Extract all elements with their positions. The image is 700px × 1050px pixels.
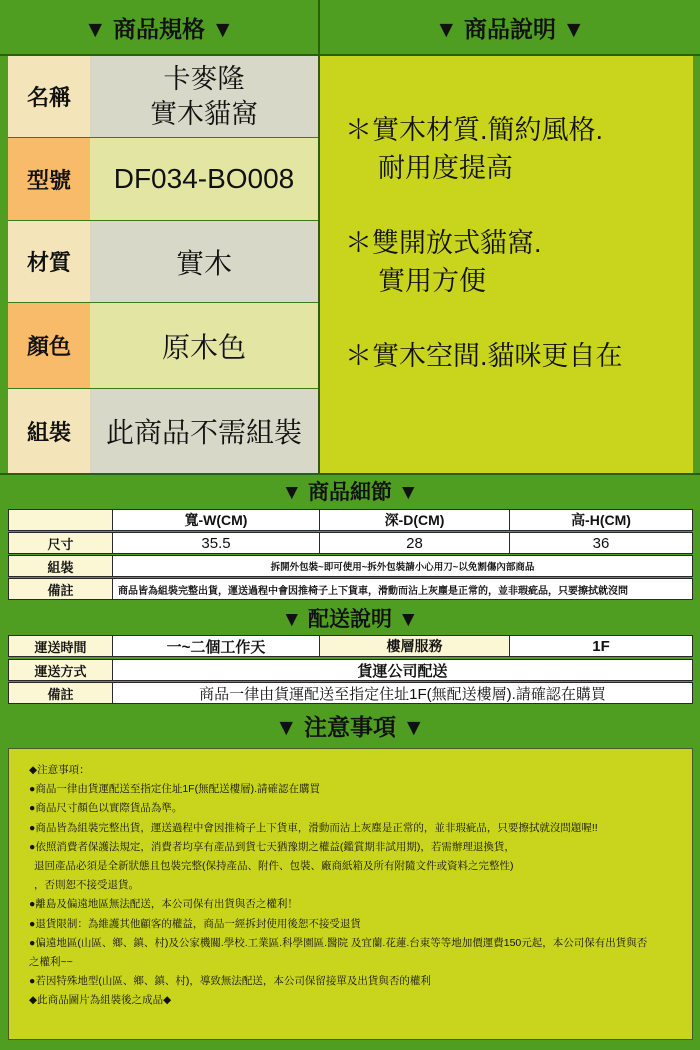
column-height: 高-H(CM) [510, 509, 693, 531]
remark-label: 備註 [8, 578, 113, 600]
description-line: ＊實木空間.貓咪更自在 [345, 341, 623, 371]
spec-row-name [8, 56, 318, 138]
remark-value: 商品皆為組裝完整出貨，運送過程中會因推椅子上下貨車，滑動而沾上灰塵是正常的，並非瑕疵品，只要擦拭就沒問 [113, 578, 693, 600]
description-item [345, 111, 683, 187]
details-assembly-row [8, 555, 693, 577]
description-title: ▼ 商品說明 ▼ [434, 15, 586, 42]
spec-value-model: DF034-BO008 [90, 138, 318, 220]
spec-value-line: 實木貓窩 [150, 98, 258, 129]
note-item: ●商品尺寸顏色以實際貨品為準。 [29, 802, 183, 815]
floor-service-label: 樓層服務 [320, 635, 510, 657]
spec-value-name [90, 56, 318, 137]
note-item: ●退貨限制：為維護其他顧客的權益，商品一經拆封使用後恕不接受退貨 [29, 917, 361, 930]
note-item: ●商品皆為組裝完整出貨，運送過程中會因推椅子上下貨車，滑動而沾上灰塵是正常的，並非瑕疵品，只要擦拭就沒問題喔!! [29, 821, 598, 834]
description-item [345, 224, 683, 300]
column-width: 寬-W(CM) [113, 509, 320, 531]
spec-label: 型號 [8, 138, 90, 220]
spec-header [0, 0, 318, 56]
delivery-remark-row [8, 682, 693, 704]
size-depth: 28 [320, 532, 510, 554]
spec-label: 材質 [8, 221, 90, 302]
note-continuation: 退回產品必須是全新狀態且包裝完整(保持產品、附件、包裝、廠商紙箱及所有附隨文件或資料之完整性) [34, 860, 514, 873]
description-line: 耐用度提高 [378, 153, 513, 183]
size-label: 尺寸 [8, 532, 113, 554]
description-line: 實用方便 [378, 266, 486, 296]
description-line: ＊雙開放式貓窩. [345, 228, 542, 258]
spec-value-material: 實木 [90, 221, 318, 302]
assembly-label: 組裝 [8, 555, 113, 577]
notes-title: ▼ 注意事項 ▼ [274, 714, 426, 740]
delivery-remark-value: 商品一律由貨運配送至指定住址1F(無配送樓層).請確認在購買 [113, 682, 693, 704]
spec-row-color [8, 303, 318, 389]
note-item: ●依照消費者保護法規定，消費者均享有產品到貨七天猶豫期之權益(鑑賞期非試用期)，若需辦理退換貨， [29, 840, 515, 853]
spec-row-model [8, 138, 318, 221]
delivery-time-value: 一~二個工作天 [113, 635, 320, 657]
delivery-method-row [8, 659, 693, 681]
details-corner-cell [8, 509, 113, 531]
delivery-time-label: 運送時間 [8, 635, 113, 657]
notes-header [0, 705, 700, 746]
note-continuation: 之權利~~ [29, 956, 73, 969]
description-panel [320, 56, 693, 473]
spec-value-assembly: 此商品不需組裝 [90, 389, 318, 473]
notes-box [8, 748, 693, 1040]
note-item: ●商品一律由貨運配送至指定住址1F(無配送樓層).請確認在購買 [29, 783, 321, 796]
delivery-time-row [8, 635, 693, 657]
notes-footer: ◆此商品圖片為組裝後之成品◆ [29, 994, 172, 1007]
spec-label: 組裝 [8, 389, 90, 473]
details-header [0, 473, 700, 507]
delivery-remark-label: 備註 [8, 682, 113, 704]
note-continuation: ，否則恕不接受退貨。 [34, 879, 139, 892]
spec-value-color: 原木色 [90, 303, 318, 388]
spec-label: 顏色 [8, 303, 90, 388]
description-line: ＊實木材質.簡約風格. [345, 115, 604, 145]
delivery-method-label: 運送方式 [8, 659, 113, 681]
delivery-header [0, 601, 700, 634]
description-header [320, 0, 700, 56]
size-width: 35.5 [113, 532, 320, 554]
note-item: ●離島及偏遠地區無法配送，本公司保有出貨與否之權利！ [29, 898, 298, 911]
spec-value-line: 卡麥隆 [163, 63, 245, 94]
details-title: ▼ 商品細節 ▼ [281, 481, 419, 504]
note-item: ●偏遠地區(山區、鄉、鎮、村)及公家機關.學校.工業區.科學園區.醫院 及宜蘭.花蓮.台東等等地加價運費150元起，本公司保有出貨與否 [29, 936, 648, 949]
delivery-method-value: 貨運公司配送 [113, 659, 693, 681]
note-item: ●若因特殊地型(山區、鄉、鎮、村)，導致無法配送，本公司保留接單及出貨與否的權利 [29, 975, 431, 988]
details-header-row [8, 509, 693, 531]
notes-heading: ◆注意事項： [29, 764, 90, 776]
size-height: 36 [510, 532, 693, 554]
description-item [345, 337, 683, 375]
assembly-value: 拆開外包裝~即可使用~拆外包裝請小心用刀~以免割傷內部商品 [113, 555, 693, 577]
floor-service-value: 1F [510, 635, 693, 657]
details-size-row [8, 532, 693, 554]
spec-title: ▼ 商品規格 ▼ [83, 15, 235, 42]
details-remark-row [8, 578, 693, 600]
column-depth: 深-D(CM) [320, 509, 510, 531]
delivery-title: ▼ 配送說明 ▼ [281, 607, 419, 631]
spec-table [8, 56, 318, 473]
spec-row-material [8, 221, 318, 303]
spec-label: 名稱 [8, 56, 90, 137]
spec-row-assembly [8, 389, 318, 473]
